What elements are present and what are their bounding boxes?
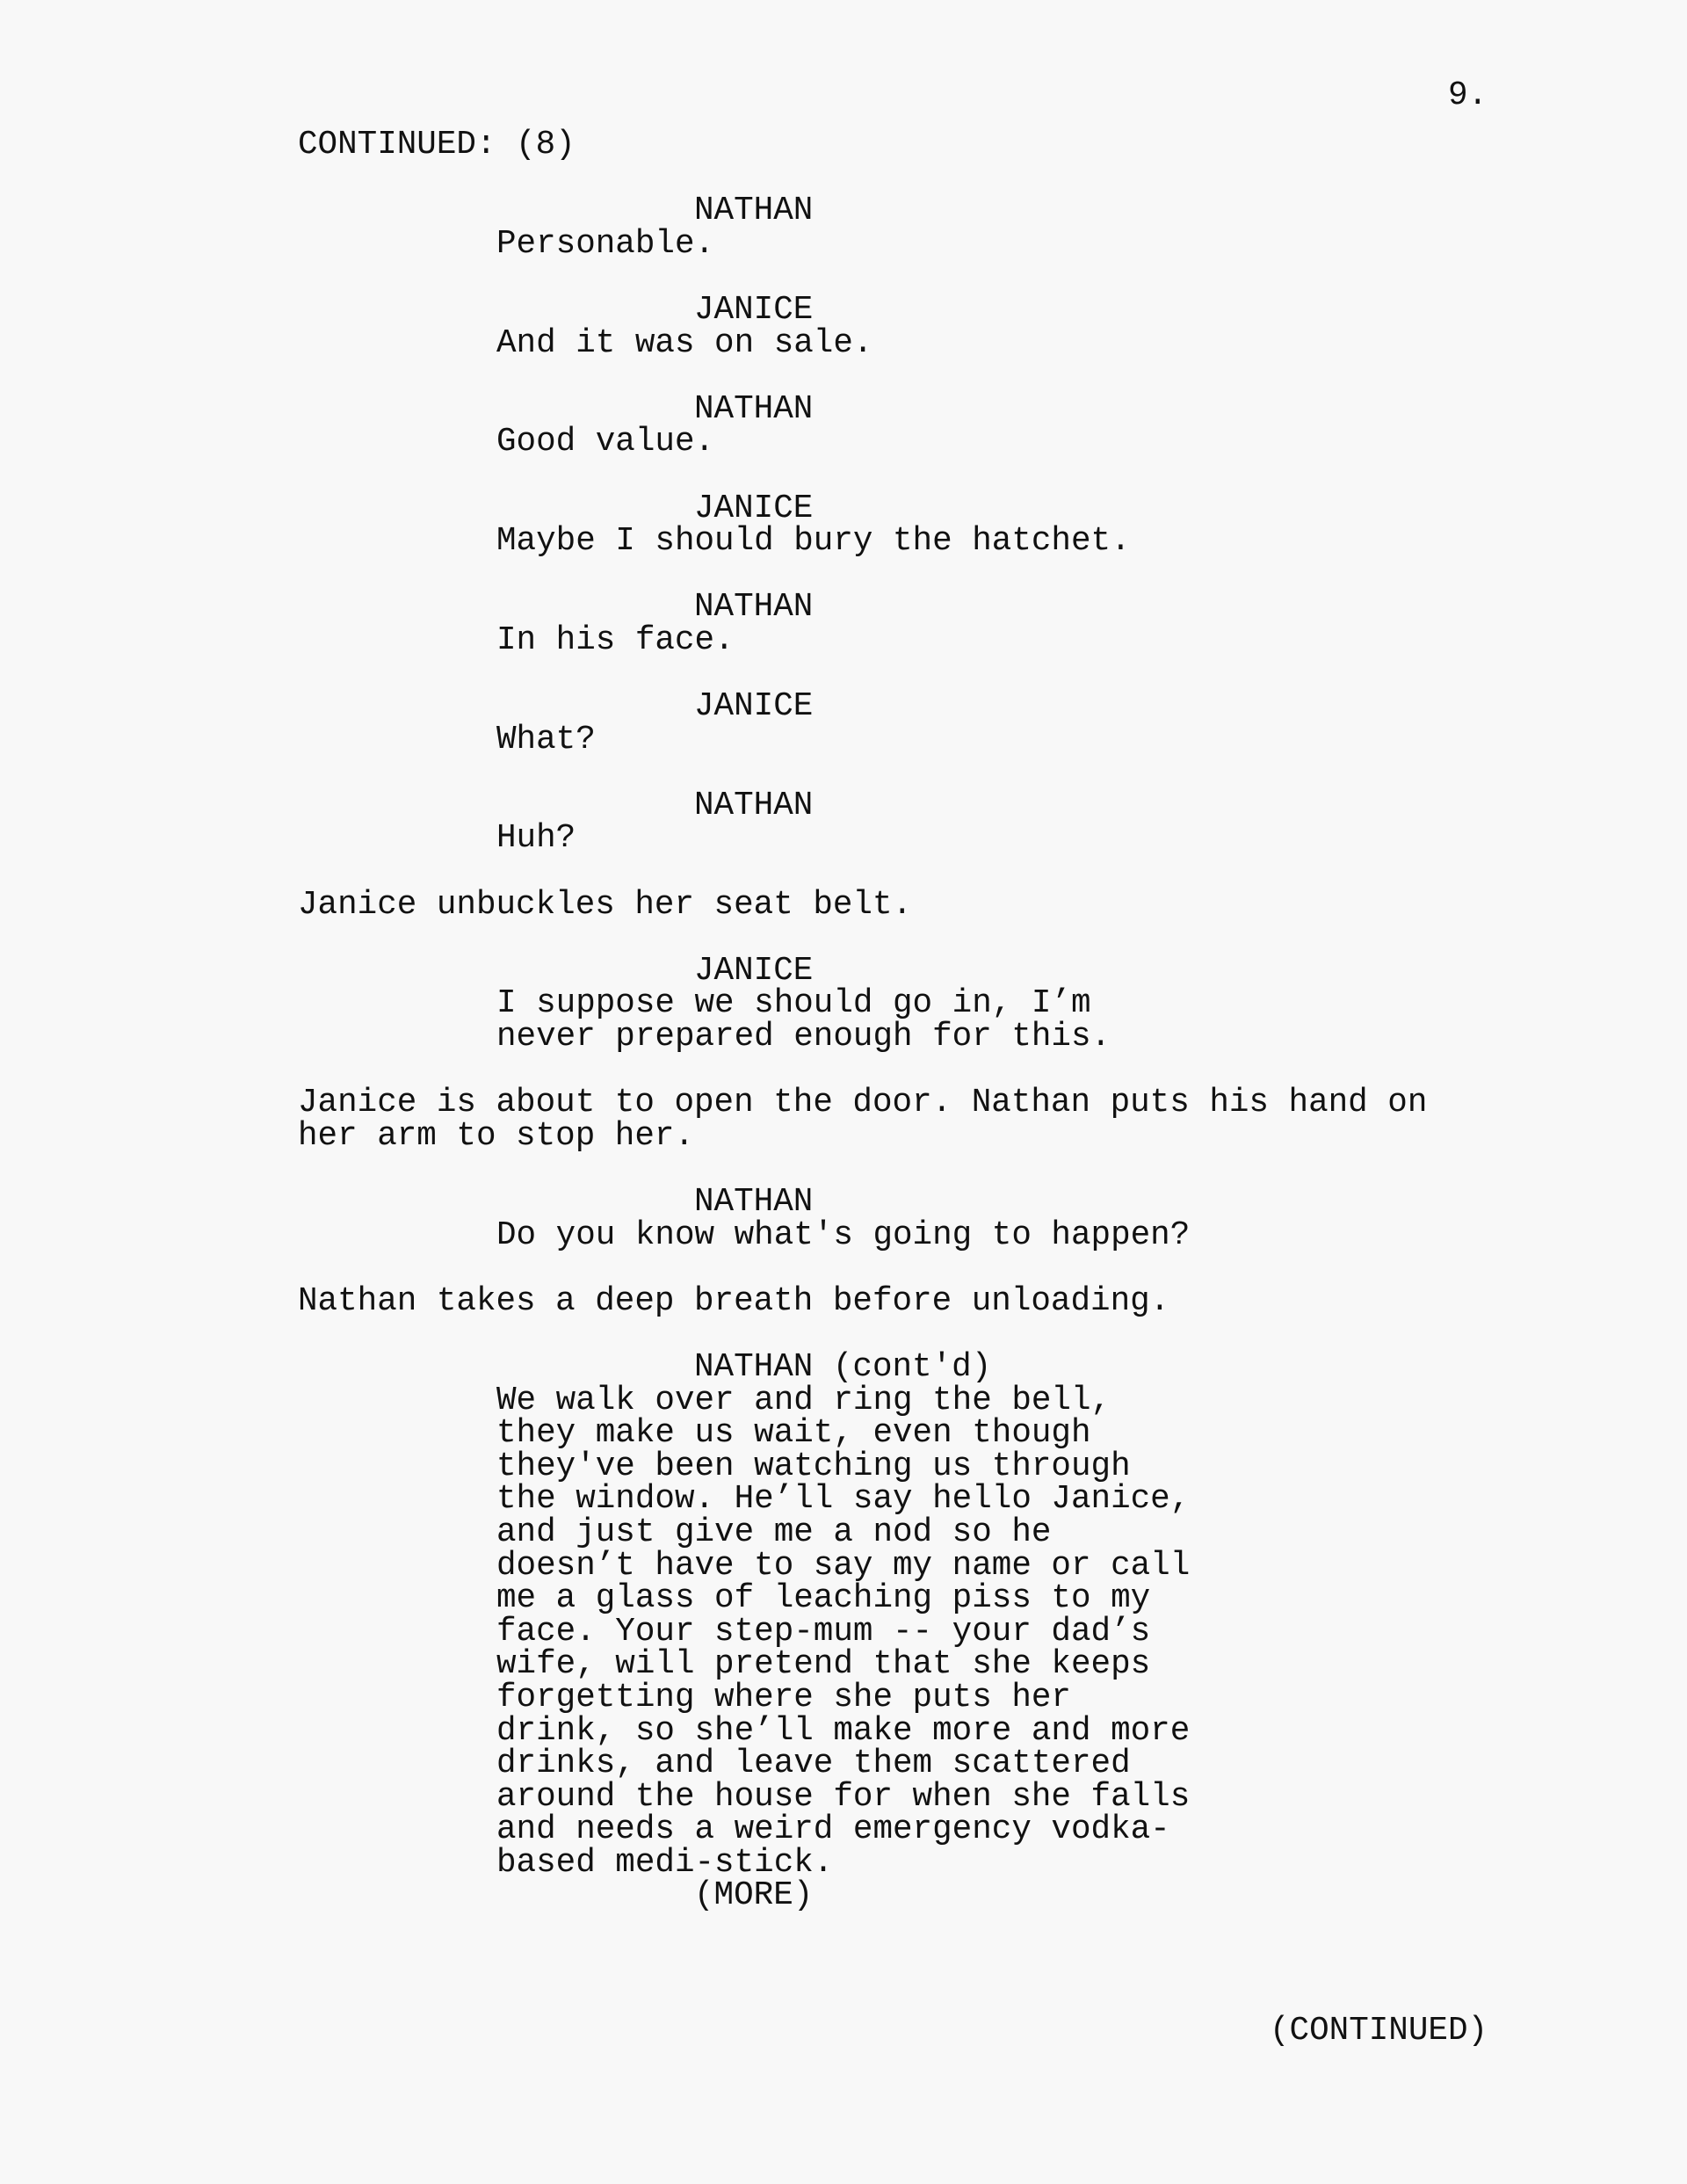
dialogue-line: around the house for when she falls (496, 1778, 1191, 1816)
dialogue-line: drinks, and leave them scattered (496, 1745, 1131, 1783)
dialogue-line: the window. He’ll say hello Janice, (496, 1481, 1191, 1519)
page-number: 9. (1448, 77, 1488, 114)
dialogue-line: and needs a weird emergency vodka- (496, 1811, 1170, 1849)
dialogue-block (298, 390, 1493, 461)
action-block (298, 886, 1493, 924)
continued-footer: (CONTINUED) (1270, 2013, 1488, 2050)
action-line: her arm to stop her. (298, 1117, 695, 1155)
continued-header: CONTINUED: (8) (298, 127, 576, 163)
dialogue-line: Huh? (496, 820, 576, 858)
dialogue-block (298, 192, 1493, 263)
dialogue-block (298, 952, 1493, 1056)
dialogue-line: In his face. (496, 621, 735, 659)
character-name: JANICE (694, 688, 814, 726)
dialogue-block (298, 688, 1493, 758)
dialogue-line: never prepared enough for this. (496, 1019, 1111, 1056)
dialogue-line: they've been watching us through (496, 1448, 1131, 1485)
dialogue-line: Personable. (496, 225, 715, 263)
dialogue-line: I suppose we should go in, I’m (496, 985, 1091, 1023)
dialogue-line: What? (496, 721, 596, 758)
dialogue-block (298, 490, 1493, 561)
character-name: NATHAN (694, 1184, 814, 1221)
dialogue-line: drink, so she’ll make more and more (496, 1712, 1191, 1750)
action-line: Nathan takes a deep breath before unloading. (298, 1282, 1170, 1320)
character-name: NATHAN (694, 192, 814, 230)
dialogue-line: and just give me a nod so he (496, 1513, 1052, 1551)
dialogue-line: me a glass of leaching piss to my (496, 1580, 1151, 1618)
character-name: JANICE (694, 291, 814, 329)
dialogue-line: wife, will pretend that she keeps (496, 1646, 1151, 1684)
dialogue-line: Do you know what's going to happen? (496, 1216, 1191, 1254)
dialogue-line: they make us wait, even though (496, 1415, 1091, 1453)
action-block (298, 1087, 1493, 1153)
screenplay-body (298, 129, 1493, 1947)
action-block (298, 1282, 1493, 1320)
dialogue-line: And it was on sale. (496, 324, 873, 362)
dialogue-line: face. Your step-mum -- your dad’s (496, 1613, 1151, 1651)
dialogue-line: forgetting where she puts her (496, 1679, 1071, 1716)
dialogue-line: Maybe I should bury the hatchet. (496, 523, 1131, 561)
dialogue-block (298, 1186, 1493, 1252)
more-marker: (MORE) (694, 1877, 814, 1915)
dialogue-block (298, 1348, 1493, 1915)
character-name: NATHAN (694, 390, 814, 428)
action-line: Janice is about to open the door. Nathan puts his hand on (298, 1085, 1428, 1122)
action-line: Janice unbuckles her seat belt. (298, 886, 913, 924)
dialogue-block (298, 787, 1493, 858)
dialogue-block (298, 291, 1493, 362)
dialogue-line: based medi-stick. (496, 1844, 834, 1882)
character-name: JANICE (694, 952, 814, 990)
dialogue-line: Good value. (496, 424, 715, 461)
character-name: NATHAN (694, 589, 814, 627)
character-name: NATHAN (cont'd) (694, 1348, 992, 1386)
character-name: NATHAN (694, 787, 814, 824)
character-name: JANICE (694, 490, 814, 527)
dialogue-line: doesn’t have to say my name or call (496, 1547, 1191, 1585)
dialogue-block (298, 591, 1493, 657)
dialogue-line: We walk over and ring the bell, (496, 1382, 1111, 1419)
